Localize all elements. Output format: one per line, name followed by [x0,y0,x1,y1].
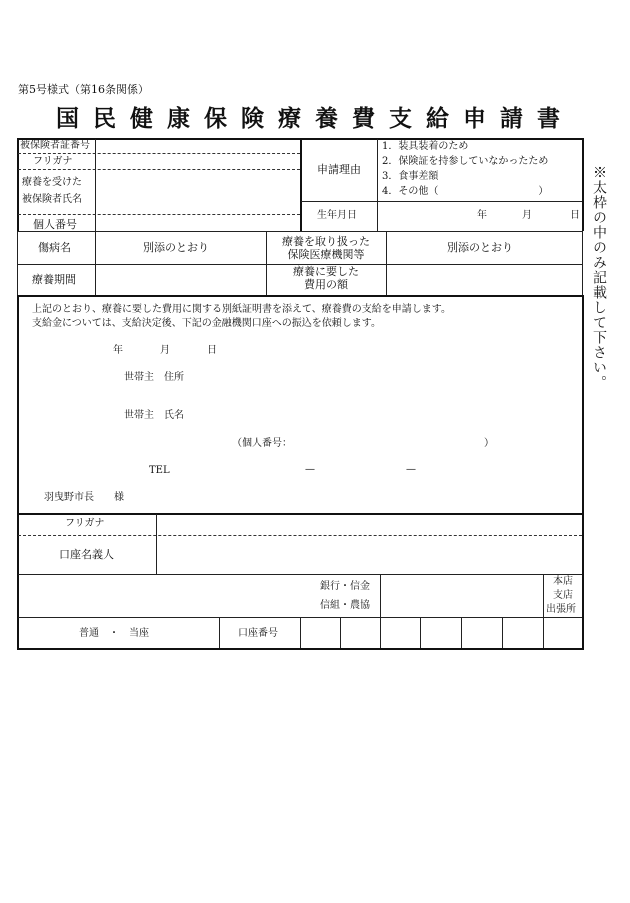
facility-label-1: 療養を取り扱った [282,235,370,248]
statement-line-1: 上記のとおり、療養に要した費用に関する別紙証明書を添えて、療養費の支給を申請します。 [32,304,451,315]
tel-dash-2: — [406,464,416,475]
reason-option-1[interactable]: 1．装具装着のため [382,141,469,152]
insurance-cert-number-field[interactable] [97,140,299,152]
name-field[interactable] [205,406,565,424]
insured-name-label-2: 被保険者氏名 [22,194,82,205]
period-label: 療養期間 [32,273,76,286]
facility-label-2: 保険医療機関等 [287,247,365,261]
date-year: 年 [113,345,123,356]
address-field[interactable] [205,368,565,386]
reason-label: 申請理由 [317,163,361,176]
household-personal-number-field[interactable] [300,435,480,451]
account-holder-field[interactable] [159,538,580,572]
account-digit-7[interactable] [545,620,581,646]
bank-furigana-field[interactable] [159,516,580,533]
birthdate-day: 日 [570,210,580,221]
personal-number-field[interactable] [97,216,299,229]
reason-option-4[interactable]: 4．その他（ ） [382,186,549,197]
date-day: 日 [207,345,217,356]
address-label: 世帯主 住所 [124,372,184,383]
injury-value: 別添のとおり [143,241,209,254]
date-month: 月 [160,345,170,356]
birthdate-label: 生年月日 [317,210,357,221]
personal-number-label: 個人番号 [33,218,77,231]
personal-number-open: （個人番号： [232,438,292,449]
reason-option-3[interactable]: 3．食事差額 [382,171,439,182]
personal-number-close: ） [484,438,494,449]
cost-label-1: 療養に要した [293,265,359,278]
side-note: ※太枠の中のみ記載して下さい。 [591,165,607,390]
birthdate-month: 月 [522,210,532,221]
tel-dash-1: — [305,464,315,475]
bank-type-1: 銀行・信金 [320,581,370,592]
name-label: 世帯主 氏名 [124,410,184,421]
bank-name-field[interactable] [20,577,312,615]
insured-name-label-1: 療養を受けた [22,177,82,188]
page-title: 国民健康保険療養費支給申請書 [56,105,574,132]
addressee: 羽曳野市長 様 [44,492,124,503]
cost-field[interactable] [388,266,580,293]
bank-type-2: 信組・農協 [320,600,370,611]
account-type[interactable]: 普通 ・ 当座 [79,628,149,639]
bank-furigana-label: フリガナ [65,518,105,529]
form-code: 第5号様式（第16条関係） [18,83,149,96]
tel-label: TEL [149,465,170,476]
branch-branch: 支店 [553,590,573,601]
birthdate-field[interactable] [380,203,580,229]
account-digit-5[interactable] [463,620,501,646]
cost-label-2: 費用の額 [304,277,348,291]
branch-office: 出張所 [546,604,576,615]
insured-name-field[interactable] [97,171,299,212]
reason-option-2[interactable]: 2．保険証を持参していなかったため [382,156,549,167]
account-digit-4[interactable] [422,620,460,646]
account-digit-6[interactable] [504,620,542,646]
branch-name-field[interactable] [383,577,541,615]
branch-main: 本店 [553,576,573,587]
tel-field[interactable] [175,461,505,477]
facility-value: 別添のとおり [447,241,513,254]
statement-line-2: 支給金については、支給決定後、下記の金融機関口座への振込を依頼します。 [32,318,381,329]
period-field[interactable] [97,266,264,293]
insurance-cert-number-label: 被保険者証番号 [20,140,90,151]
account-digit-3[interactable] [382,620,419,646]
account-digit-2[interactable] [342,620,379,646]
account-holder-label: 口座名義人 [59,548,114,561]
birthdate-year: 年 [477,210,487,221]
injury-label: 傷病名 [38,241,71,254]
furigana-field[interactable] [97,155,299,167]
account-number-label: 口座番号 [238,628,278,639]
account-digit-1[interactable] [302,620,339,646]
furigana-label: フリガナ [33,156,73,167]
